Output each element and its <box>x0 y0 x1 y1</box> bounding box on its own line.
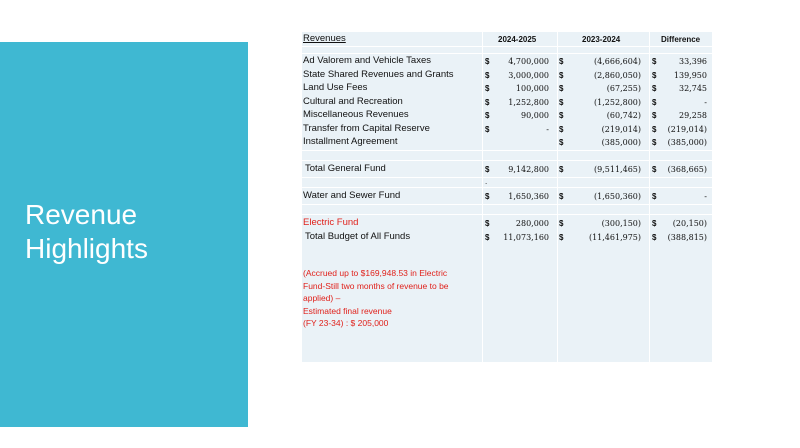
dollar-sign: $ <box>485 124 490 134</box>
dollar-sign: $ <box>652 232 657 242</box>
dollar-sign: $ <box>485 192 490 201</box>
value-difference: (368,665) <box>667 165 707 174</box>
slide-title-line-1: Revenue <box>25 199 138 230</box>
note-line: (Accrued up to $169,948.53 in Electric <box>303 268 448 278</box>
note-line: (FY 23-34) : $ 205,000 <box>303 318 389 328</box>
dollar-sign: $ <box>485 84 490 93</box>
dollar-sign: $ <box>559 165 564 174</box>
row-label: Land Use Fees <box>303 82 368 93</box>
value-difference: 139,950 <box>673 70 707 80</box>
value-2023-2024: (385,000) <box>601 138 641 147</box>
slide-title <box>25 198 148 266</box>
value-difference: (385,000) <box>667 138 707 147</box>
value-2024-2025: 280,000 <box>515 219 549 228</box>
value-difference: 33,396 <box>679 57 707 66</box>
dollar-sign: $ <box>652 70 657 80</box>
dollar-sign: $ <box>652 192 657 201</box>
note-line: Fund-Still two months of revenue to be <box>303 280 449 291</box>
value-2023-2024: (219,014) <box>601 124 641 134</box>
row-label: Ad Valorem and Vehicle Taxes <box>303 55 431 66</box>
header-2023-2024: 2023-2024 <box>582 35 621 44</box>
value-2024-2025: 4,700,000 <box>508 57 549 66</box>
dollar-sign: $ <box>559 138 564 147</box>
value-2023-2024: (1,650,360) <box>594 192 641 201</box>
dollar-sign: $ <box>652 57 657 66</box>
row-label: Miscellaneous Revenues <box>303 109 409 120</box>
row-label: Total Budget of All Funds <box>305 230 411 242</box>
value-2024-2025: 100,000 <box>515 84 549 93</box>
slide-title-line-2: Highlights <box>25 233 148 264</box>
value-2023-2024: (60,742) <box>606 111 641 120</box>
row-label: State Shared Revenues and Grants <box>303 68 454 80</box>
value-difference: (219,014) <box>667 124 707 134</box>
row-label: Transfer from Capital Reserve <box>303 122 430 134</box>
value-2024-2025: 11,073,160 <box>503 232 549 242</box>
header-revenues: Revenues <box>303 33 346 44</box>
column-divider <box>557 32 558 362</box>
dollar-sign: $ <box>559 84 564 93</box>
row-divider <box>302 204 712 205</box>
value-2023-2024: (300,150) <box>601 219 641 228</box>
dollar-sign: $ <box>485 70 490 80</box>
dollar-sign: $ <box>559 111 564 120</box>
value-2024-2025: - <box>546 124 549 134</box>
dollar-sign: $ <box>485 165 490 174</box>
row-divider <box>302 187 712 188</box>
stray-mark: . <box>485 177 488 186</box>
value-difference: 29,258 <box>679 111 707 120</box>
value-difference: - <box>704 97 707 107</box>
dollar-sign: $ <box>485 97 490 107</box>
row-label: Cultural and Recreation <box>303 95 403 107</box>
row-divider <box>302 53 712 54</box>
value-2023-2024: (67,255) <box>606 84 641 93</box>
dollar-sign: $ <box>652 138 657 147</box>
header-difference: Difference <box>661 35 701 44</box>
value-difference: (20,150) <box>672 219 707 228</box>
value-2024-2025: 9,142,800 <box>508 165 549 174</box>
dollar-sign: $ <box>485 111 490 120</box>
header-2024-2025: 2024-2025 <box>498 35 537 44</box>
row-divider <box>302 150 712 151</box>
row-label: Water and Sewer Fund <box>303 190 401 201</box>
dollar-sign: $ <box>559 219 564 228</box>
value-2024-2025: 1,252,800 <box>508 97 549 107</box>
column-divider <box>649 32 650 362</box>
dollar-sign: $ <box>559 57 564 66</box>
value-2023-2024: (2,860,050) <box>594 70 641 80</box>
value-2023-2024: (11,461,975) <box>588 232 641 242</box>
dollar-sign: $ <box>652 219 657 228</box>
value-2023-2024: (4,666,604) <box>594 57 641 66</box>
value-difference: 32,745 <box>679 84 707 93</box>
dollar-sign: $ <box>485 232 490 242</box>
dollar-sign: $ <box>559 97 564 107</box>
value-2023-2024: (1,252,800) <box>594 97 641 107</box>
value-2024-2025: 3,000,000 <box>508 70 549 80</box>
dollar-sign: $ <box>559 70 564 80</box>
dollar-sign: $ <box>485 219 490 228</box>
electric-fund-note <box>303 267 483 330</box>
dollar-sign: $ <box>652 124 657 134</box>
dollar-sign: $ <box>652 111 657 120</box>
value-2024-2025: 1,650,360 <box>508 192 549 201</box>
note-line: Estimated final revenue <box>303 305 392 316</box>
row-divider <box>302 46 712 47</box>
dollar-sign: $ <box>652 97 657 107</box>
value-2023-2024: (9,511,465) <box>594 165 641 174</box>
row-label: Total General Fund <box>305 163 386 174</box>
dollar-sign: $ <box>559 124 564 134</box>
row-label-electric-fund: Electric Fund <box>303 217 359 228</box>
row-label: Installment Agreement <box>303 136 398 147</box>
value-difference: - <box>704 192 707 201</box>
row-divider <box>302 177 712 178</box>
revenue-table <box>302 32 712 362</box>
dollar-sign: $ <box>652 84 657 93</box>
dollar-sign: $ <box>559 192 564 201</box>
note-line: applied) – <box>303 293 341 303</box>
row-divider <box>302 214 712 215</box>
dollar-sign: $ <box>485 57 490 66</box>
value-difference: (388,815) <box>667 232 707 242</box>
dollar-sign: $ <box>652 165 657 174</box>
value-2024-2025: 90,000 <box>521 111 549 120</box>
dollar-sign: $ <box>559 232 564 242</box>
row-divider <box>302 160 712 161</box>
